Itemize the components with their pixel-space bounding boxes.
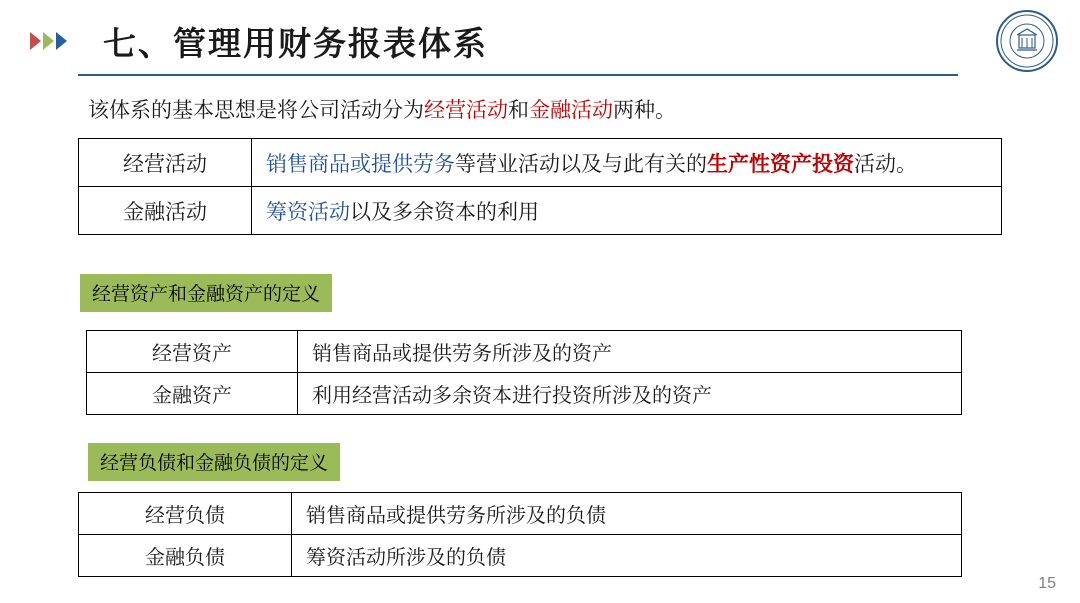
table-activities <box>78 138 1002 235</box>
row-description: 销售商品或提供劳务所涉及的负债 <box>292 493 962 535</box>
table-row <box>79 139 1002 187</box>
intro-text-part2: 和 <box>508 98 529 122</box>
section-heading-assets: 经营资产和金融资产的定义 <box>80 274 332 312</box>
row-description <box>252 139 1002 187</box>
row-label: 金融活动 <box>79 187 252 235</box>
title-divider <box>78 74 958 76</box>
university-logo-icon <box>996 10 1058 72</box>
chevron-decoration-icon <box>30 32 67 50</box>
row-description: 筹资活动所涉及的负债 <box>292 535 962 577</box>
row-label: 金融资产 <box>87 373 298 415</box>
table-row <box>79 493 962 535</box>
desc-seg-blue: 销售商品或提供劳务 <box>266 151 455 176</box>
section-heading-liabilities: 经营负债和金融负债的定义 <box>88 443 340 481</box>
row-label: 金融负债 <box>79 535 292 577</box>
table-row <box>79 187 1002 235</box>
desc-seg-tail: 活动。 <box>854 151 917 176</box>
table-liabilities <box>78 492 962 577</box>
desc-seg-blue: 筹资活动 <box>266 199 350 224</box>
intro-paragraph <box>88 96 676 125</box>
intro-highlight-financial: 金融活动 <box>529 98 613 122</box>
table-assets <box>86 330 962 415</box>
intro-highlight-operating: 经营活动 <box>424 98 508 122</box>
row-description: 销售商品或提供劳务所涉及的资产 <box>298 331 962 373</box>
row-label: 经营活动 <box>79 139 252 187</box>
desc-seg-red: 生产性资产投资 <box>707 151 854 176</box>
row-label: 经营负债 <box>79 493 292 535</box>
row-label: 经营资产 <box>87 331 298 373</box>
desc-seg-plain: 以及多余资本的利用 <box>350 199 539 224</box>
table-row <box>87 373 962 415</box>
intro-text-part1: 该体系的基本思想是将公司活动分为 <box>88 98 424 122</box>
slide-header <box>0 0 1080 82</box>
row-description: 利用经营活动多余资本进行投资所涉及的资产 <box>298 373 962 415</box>
row-description <box>252 187 1002 235</box>
table-row <box>87 331 962 373</box>
table-row <box>79 535 962 577</box>
page-number: 15 <box>1038 575 1056 592</box>
desc-seg-plain: 等营业活动以及与此有关的 <box>455 151 707 176</box>
intro-text-part3: 两种。 <box>613 98 676 122</box>
page-title: 七、管理用财务报表体系 <box>103 24 488 63</box>
